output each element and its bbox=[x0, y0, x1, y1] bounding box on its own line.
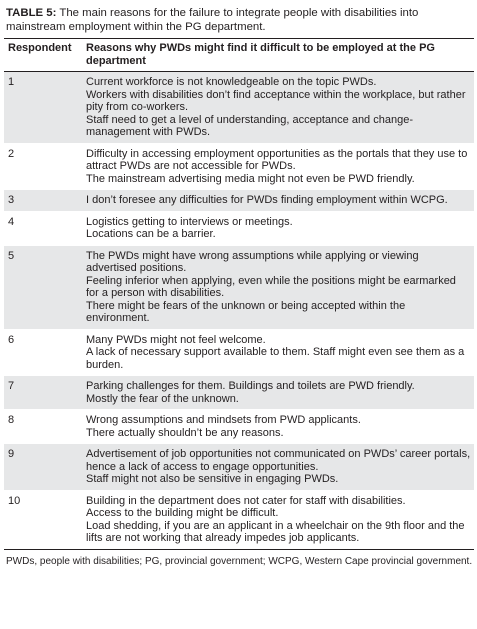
reason-line: Logistics getting to interviews or meetings. bbox=[86, 215, 293, 228]
reason-line: Parking challenges for them. Buildings and toilets are PWD friendly. bbox=[86, 380, 415, 392]
respondent-cell: 1 bbox=[4, 72, 82, 144]
reasons-cell bbox=[82, 329, 474, 376]
reason-line: A lack of necessary support available to them. Staff might even see them as a burden. bbox=[86, 346, 465, 371]
table-label: TABLE 5: bbox=[6, 7, 57, 19]
table-row bbox=[4, 444, 474, 491]
table-row bbox=[4, 410, 474, 444]
reason-line: Access to the building might be difficult. bbox=[86, 507, 279, 519]
reasons-table bbox=[4, 38, 474, 550]
reasons-cell bbox=[82, 376, 474, 410]
table-row bbox=[4, 143, 474, 190]
reason-line: Staff might not also be sensitive in engaging PWDs. bbox=[86, 473, 339, 485]
reason-line: The PWDs might have wrong assumptions while applying or viewing advertised positions. bbox=[86, 249, 419, 274]
reasons-cell bbox=[82, 72, 474, 144]
reason-line: Staff need to get a level of understanding, acceptance and change-management with PWDs. bbox=[86, 113, 413, 138]
reason-line: The mainstream advertising media might not even be PWD friendly. bbox=[86, 172, 415, 185]
respondent-cell: 8 bbox=[4, 410, 82, 444]
reason-line: Wrong assumptions and mindsets from PWD applicants. bbox=[86, 414, 361, 426]
reasons-cell bbox=[82, 211, 474, 245]
respondent-cell: 6 bbox=[4, 329, 82, 376]
reason-line: Advertisement of job opportunities not communicated on PWDs’ career portals, hence a lack of access to engage opportunities. bbox=[86, 448, 471, 473]
reason-line: Many PWDs might not feel welcome. bbox=[86, 333, 266, 346]
reason-line: Mostly the fear of the unknown. bbox=[86, 392, 239, 405]
column-header-reasons: Reasons why PWDs might find it difficult to be employed at the PG department bbox=[82, 39, 474, 72]
table-row bbox=[4, 329, 474, 376]
reason-line: Load shedding, if you are an applicant in a wheelchair on the 9th floor and the lifts are not working that already impedes job applicants. bbox=[86, 519, 465, 544]
reason-line: Locations can be a barrier. bbox=[86, 228, 216, 240]
table-row bbox=[4, 72, 474, 144]
respondent-cell: 4 bbox=[4, 211, 82, 245]
table-footnote: PWDs, people with disabilities; PG, provincial government; WCPG, Western Cape provincial government. bbox=[6, 555, 473, 567]
reason-line: I don’t foresee any difficulties for PWDs finding employment within WCPG. bbox=[86, 194, 448, 206]
respondent-cell: 2 bbox=[4, 143, 82, 190]
reason-line: Building in the department does not cater for staff with disabilities. bbox=[86, 494, 406, 507]
table-row bbox=[4, 490, 474, 549]
respondent-cell: 10 bbox=[4, 490, 82, 549]
respondent-cell: 5 bbox=[4, 245, 82, 329]
table-body bbox=[4, 72, 474, 550]
reason-line: Current workforce is not knowledgeable on the topic PWDs. bbox=[86, 76, 377, 88]
table-row bbox=[4, 376, 474, 410]
respondent-cell: 9 bbox=[4, 444, 82, 491]
column-header-respondent: Respondent bbox=[4, 39, 82, 72]
respondent-cell: 7 bbox=[4, 376, 82, 410]
respondent-cell: 3 bbox=[4, 190, 82, 212]
reasons-cell bbox=[82, 410, 474, 444]
reasons-cell bbox=[82, 190, 474, 212]
reason-line: There actually shouldn’t be any reasons. bbox=[86, 426, 284, 439]
reason-line: There might be fears of the unknown or being accepted within the environment. bbox=[86, 299, 406, 324]
reason-line: Difficulty in accessing employment opportunities as the portals that they use to attract PWDs are not accessible for PWDs. bbox=[86, 147, 468, 172]
reasons-cell bbox=[82, 143, 474, 190]
table-row bbox=[4, 211, 474, 245]
reason-line: Feeling inferior when applying, even while the positions might be earmarked for a person with disabilities. bbox=[86, 274, 456, 299]
reasons-cell bbox=[82, 490, 474, 549]
table-caption-text: The main reasons for the failure to integrate people with disabilities into mainstream employment within the PG department. bbox=[6, 7, 419, 33]
reason-line: Workers with disabilities don’t find acceptance within the workplace, but rather pity from co-workers. bbox=[86, 88, 466, 113]
table-row bbox=[4, 190, 474, 212]
table-row bbox=[4, 245, 474, 329]
table-caption bbox=[6, 6, 473, 34]
reasons-cell bbox=[82, 245, 474, 329]
table-header-row bbox=[4, 39, 474, 72]
reasons-cell bbox=[82, 444, 474, 491]
